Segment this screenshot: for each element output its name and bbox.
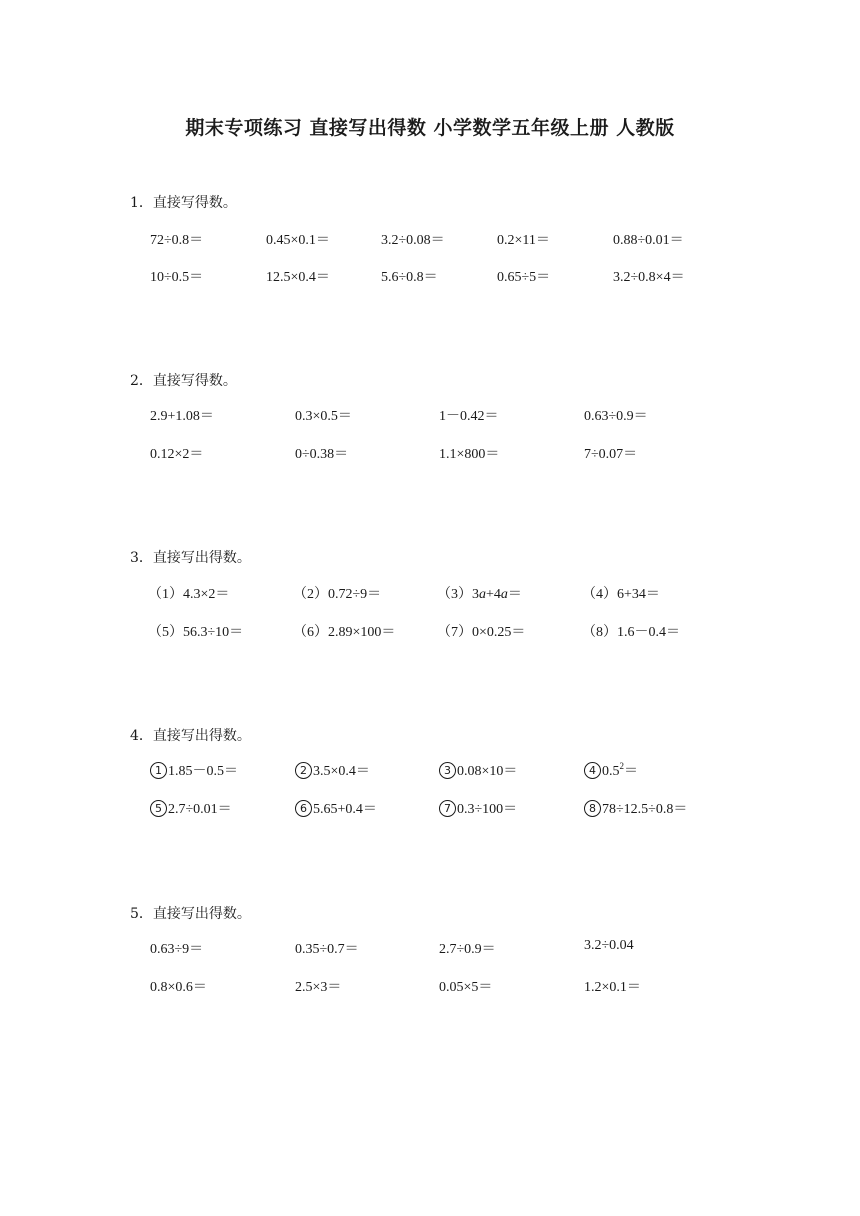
problem: 0.63÷9＝	[150, 942, 204, 957]
circled-number: 4	[584, 762, 601, 779]
problem: 0.12×2＝	[150, 447, 204, 462]
expression-base: 0.5	[602, 764, 620, 779]
problem: 72÷0.8＝	[150, 233, 204, 248]
exponent: 2	[619, 761, 624, 771]
problem	[295, 798, 377, 818]
problem: 0÷0.38＝	[295, 447, 349, 462]
circled-number: 3	[439, 762, 456, 779]
problem	[584, 760, 638, 780]
circled-number: 8	[584, 800, 601, 817]
expression: 2.7÷0.01＝	[168, 802, 232, 817]
expression: 1.85－0.5＝	[168, 764, 238, 779]
circled-number: 5	[150, 800, 167, 817]
section-2-row-1	[0, 405, 860, 425]
problem: 2.7÷0.9＝	[439, 942, 496, 957]
problem: 3.2÷0.8×4＝	[613, 270, 685, 285]
problem: 0.45×0.1＝	[266, 233, 330, 248]
expression: 78÷12.5÷0.8＝	[602, 802, 688, 817]
expression: 5.65+0.4＝	[313, 802, 377, 817]
problem	[439, 798, 517, 818]
section-3-row-1	[0, 583, 860, 603]
problem: 0.35÷0.7＝	[295, 942, 359, 957]
problem: （3）3a+4a＝	[437, 587, 522, 602]
problem: 3.2÷0.08＝	[381, 233, 445, 248]
problem: 0.8×0.6＝	[150, 980, 207, 995]
problem: 0.65÷5＝	[497, 270, 551, 285]
section-5-row-1	[0, 938, 860, 958]
problem: 0.3×0.5＝	[295, 409, 352, 424]
circled-number: 6	[295, 800, 312, 817]
expression-equals: ＝	[624, 764, 638, 779]
section-1-title: 1．直接写得数。	[130, 195, 237, 211]
expression: 3.5×0.4＝	[313, 764, 370, 779]
problem	[584, 798, 687, 818]
section-5-title: 5．直接写出得数。	[130, 906, 251, 922]
problem: 0.63÷0.9＝	[584, 409, 648, 424]
problem	[150, 760, 238, 780]
section-3-title: 3．直接写出得数。	[130, 550, 251, 566]
problem: 2.9+1.08＝	[150, 409, 214, 424]
problem	[150, 798, 232, 818]
problem	[295, 760, 370, 780]
problem: （1）4.3×2＝	[148, 587, 230, 602]
problem: 0.88÷0.01＝	[613, 233, 684, 248]
problem: 3.2÷0.04	[584, 938, 634, 953]
problem: 1.2×0.1＝	[584, 980, 641, 995]
section-4-title: 4．直接写出得数。	[130, 728, 251, 744]
problem: 1－0.42＝	[439, 409, 499, 424]
problem: 12.5×0.4＝	[266, 270, 330, 285]
problem: 0.05×5＝	[439, 980, 493, 995]
section-5-row-2	[0, 976, 860, 996]
page-title: 期末专项练习 直接写出得数 小学数学五年级上册 人教版	[185, 117, 675, 139]
problem: 1.1×800＝	[439, 447, 500, 462]
section-2-title: 2．直接写得数。	[130, 373, 237, 389]
problem: 5.6÷0.8＝	[381, 270, 438, 285]
problem	[439, 760, 517, 780]
section-1-row-2	[0, 266, 860, 286]
section-1-row-1	[0, 229, 860, 249]
expression: 0.3÷100＝	[457, 802, 518, 817]
circled-number: 7	[439, 800, 456, 817]
section-4-row-1	[0, 760, 860, 780]
circled-number: 1	[150, 762, 167, 779]
expression: 0.08×10＝	[457, 764, 518, 779]
problem: （2）0.72÷9＝	[293, 587, 382, 602]
problem: 2.5×3＝	[295, 980, 342, 995]
problem: （4）6+34＝	[582, 587, 660, 602]
problem: 0.2×11＝	[497, 233, 550, 248]
problem: 10÷0.5＝	[150, 270, 204, 285]
section-4-row-2	[0, 798, 860, 818]
section-3-row-2	[0, 621, 860, 641]
problem: （7）0×0.25＝	[437, 625, 526, 640]
problem: （5）56.3÷10＝	[148, 625, 244, 640]
problem: （6）2.89×100＝	[293, 625, 396, 640]
circled-number: 2	[295, 762, 312, 779]
problem: （8）1.6－0.4＝	[582, 625, 680, 640]
section-2-row-2	[0, 443, 860, 463]
problem: 7÷0.07＝	[584, 447, 638, 462]
